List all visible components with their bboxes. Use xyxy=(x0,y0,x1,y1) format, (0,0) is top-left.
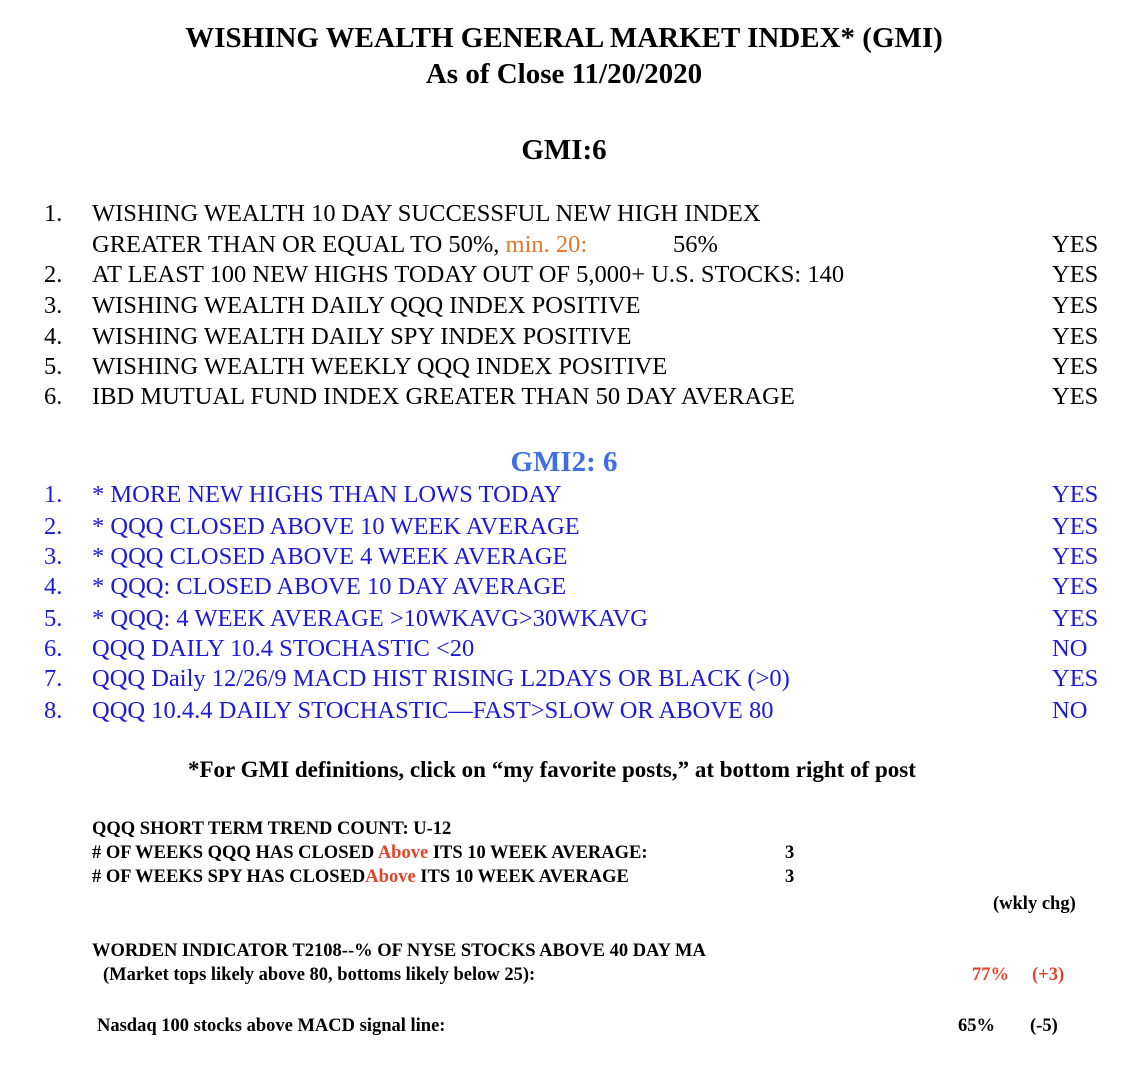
item-number: 5. xyxy=(44,353,63,380)
gmi-item xyxy=(0,259,1128,290)
gmi2-item xyxy=(0,479,1128,510)
item-text: QQQ Daily 12/26/9 MACD HIST RISING L2DAYS OR BLACK (>0) xyxy=(92,665,790,692)
item-text: QQQ DAILY 10.4 STOCHASTIC <20 xyxy=(92,635,475,662)
nasdaq-macd-value: 65% xyxy=(958,1016,995,1036)
gmi-item xyxy=(0,290,1128,321)
item-number: 7. xyxy=(44,665,63,692)
item-answer: YES xyxy=(1052,665,1099,692)
gmi2-item xyxy=(0,695,1128,726)
weekly-change-header: (wkly chg) xyxy=(993,894,1076,914)
item-text: WISHING WEALTH WEEKLY QQQ INDEX POSITIVE xyxy=(92,353,668,380)
item-text: GREATER THAN OR EQUAL TO 50%, xyxy=(92,231,500,258)
worden-indicator-label: WORDEN INDICATOR T2108--% OF NYSE STOCKS ABOVE 40 DAY MA xyxy=(92,941,706,961)
page-subtitle: As of Close 11/20/2020 xyxy=(425,58,703,90)
qqq-weeks-value: 3 xyxy=(785,843,795,863)
gmi2-item xyxy=(0,571,1128,602)
item-answer: YES xyxy=(1052,543,1099,570)
gmi2-item xyxy=(0,603,1128,634)
item-text-line xyxy=(92,229,587,260)
nasdaq-macd-label: Nasdaq 100 stocks above MACD signal line: xyxy=(97,1016,446,1036)
qqq-weeks-label: # OF WEEKS QQQ HAS CLOSED xyxy=(92,843,375,863)
gmi-item xyxy=(0,229,1128,260)
gmi2-score: GMI2: 6 xyxy=(510,446,618,478)
item-number: 5. xyxy=(44,605,63,632)
item-text: WISHING WEALTH DAILY SPY INDEX POSITIVE xyxy=(92,323,632,350)
gmi-item xyxy=(0,198,1128,229)
item-text: * QQQ CLOSED ABOVE 4 WEEK AVERAGE xyxy=(92,543,568,570)
item-text: WISHING WEALTH 10 DAY SUCCESSFUL NEW HIGH INDEX xyxy=(92,200,761,227)
item-answer: YES xyxy=(1052,292,1099,319)
item-answer: YES xyxy=(1052,513,1099,540)
item-value: 56% xyxy=(673,231,718,258)
item-number: 1. xyxy=(44,481,63,508)
spy-above-word: Above xyxy=(365,867,416,887)
item-answer: YES xyxy=(1052,231,1099,258)
nasdaq-macd-change: (-5) xyxy=(1030,1016,1058,1036)
spy-weeks-label: # OF WEEKS SPY HAS CLOSED xyxy=(92,867,366,887)
worden-change: (+3) xyxy=(1032,965,1065,985)
item-answer: YES xyxy=(1052,261,1099,288)
item-text: AT LEAST 100 NEW HIGHS TODAY OUT OF 5,000+ U.S. STOCKS: 140 xyxy=(92,261,845,288)
item-number: 1. xyxy=(44,200,63,227)
spy-weeks-value: 3 xyxy=(785,867,795,887)
qqq-above-word: Above xyxy=(377,843,429,863)
item-answer: YES xyxy=(1052,481,1099,508)
worden-value: 77% xyxy=(972,965,1009,985)
gmi-item xyxy=(0,351,1128,382)
item-text: WISHING WEALTH DAILY QQQ INDEX POSITIVE xyxy=(92,292,641,319)
item-number: 6. xyxy=(44,635,63,662)
item-number: 4. xyxy=(44,323,63,350)
definitions-note: *For GMI definitions, click on “my favorite posts,” at bottom right of post xyxy=(188,757,916,782)
item-answer: YES xyxy=(1052,573,1099,600)
item-answer: NO xyxy=(1052,635,1088,662)
qqq-weeks-suffix: ITS 10 WEEK AVERAGE: xyxy=(432,843,648,863)
item-number: 6. xyxy=(44,383,63,410)
gmi2-item xyxy=(0,511,1128,542)
gmi2-item xyxy=(0,633,1128,664)
item-number: 2. xyxy=(44,513,63,540)
item-number: 3. xyxy=(44,543,63,570)
gmi2-item xyxy=(0,663,1128,694)
item-text: * QQQ: CLOSED ABOVE 10 DAY AVERAGE xyxy=(92,573,567,600)
item-answer: NO xyxy=(1052,697,1088,724)
item-text: * QQQ: 4 WEEK AVERAGE >10WKAVG>30WKAVG xyxy=(92,605,648,632)
gmi-item xyxy=(0,381,1128,412)
item-number: 8. xyxy=(44,697,63,724)
worden-indicator-note: (Market tops likely above 80, bottoms likely below 25): xyxy=(103,965,536,985)
item-text: IBD MUTUAL FUND INDEX GREATER THAN 50 DAY AVERAGE xyxy=(92,383,795,410)
spy-weeks-above xyxy=(92,865,629,889)
item-answer: YES xyxy=(1052,323,1099,350)
gmi-item xyxy=(0,321,1128,352)
item-text: * QQQ CLOSED ABOVE 10 WEEK AVERAGE xyxy=(92,513,580,540)
item-text: QQQ 10.4.4 DAILY STOCHASTIC—FAST>SLOW OR ABOVE 80 xyxy=(92,697,774,724)
qqq-weeks-above xyxy=(92,841,648,865)
item-number: 2. xyxy=(44,261,63,288)
trend-count: QQQ SHORT TERM TREND COUNT: U-12 xyxy=(92,819,452,839)
item-text: * MORE NEW HIGHS THAN LOWS TODAY xyxy=(92,481,562,508)
item-answer: YES xyxy=(1052,353,1099,380)
page-title: WISHING WEALTH GENERAL MARKET INDEX* (GMI) xyxy=(185,22,943,54)
item-answer: YES xyxy=(1052,383,1099,410)
item-number: 4. xyxy=(44,573,63,600)
gmi2-item xyxy=(0,541,1128,572)
item-answer: YES xyxy=(1052,605,1099,632)
item-threshold: min. 20: xyxy=(505,231,588,258)
spy-weeks-suffix: ITS 10 WEEK AVERAGE xyxy=(420,867,629,887)
item-number: 3. xyxy=(44,292,63,319)
gmi-score: GMI:6 xyxy=(521,134,607,166)
